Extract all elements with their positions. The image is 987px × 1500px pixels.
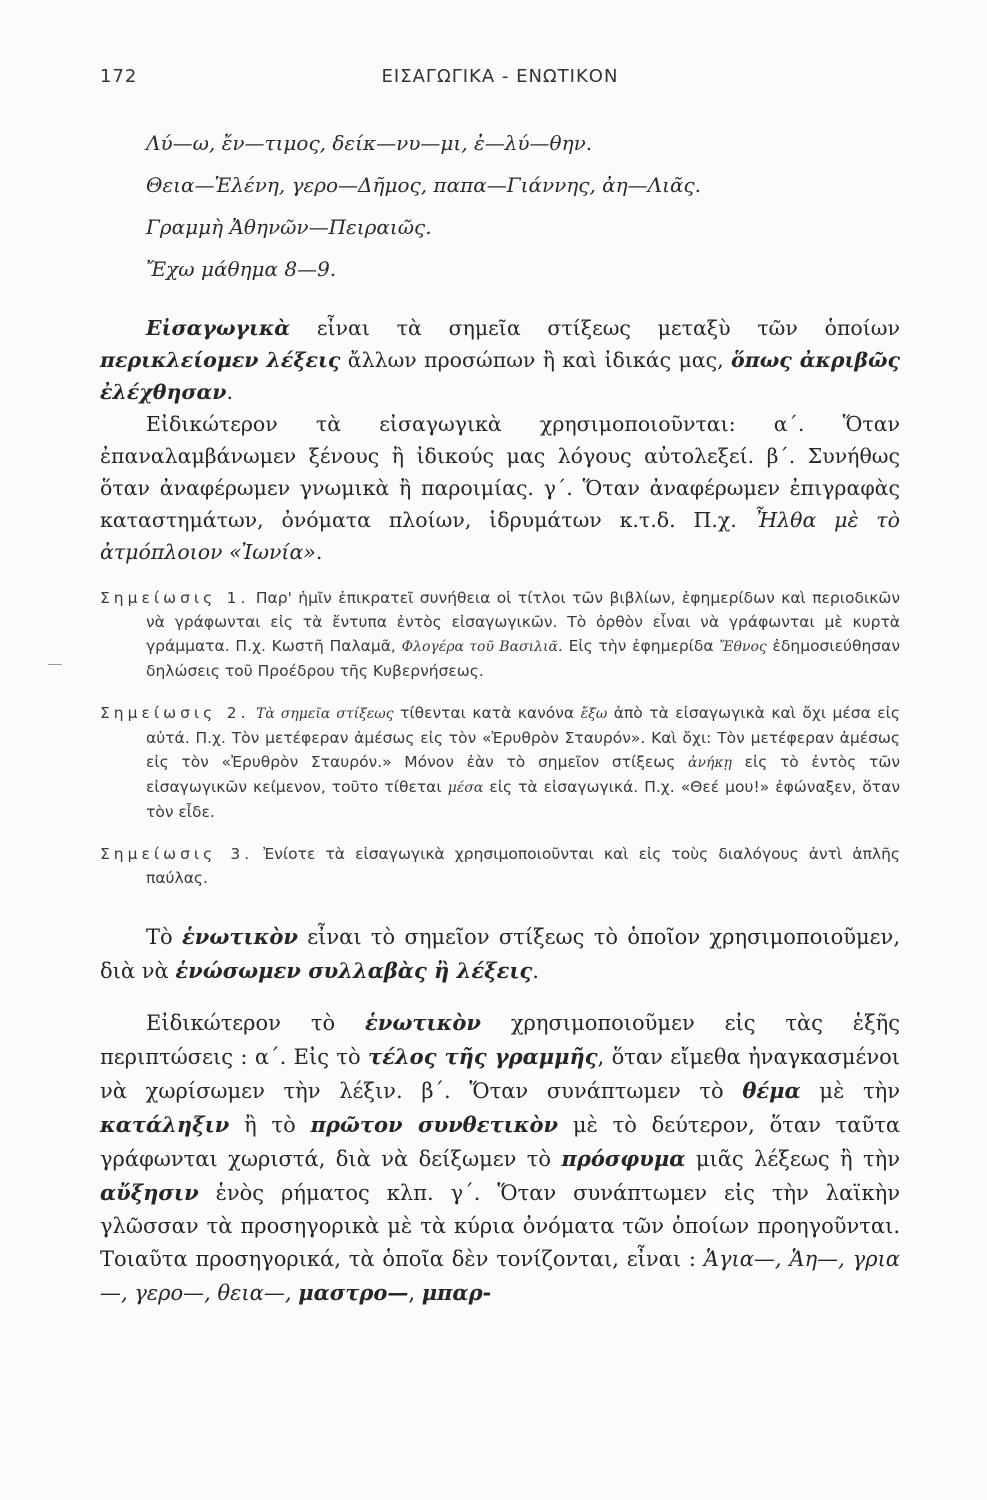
page-number: 172 bbox=[100, 66, 138, 87]
text-run: . bbox=[226, 380, 234, 404]
text-run: μιᾶς λέξεως ἢ τὴν bbox=[685, 1147, 900, 1171]
italic-run: μέσα bbox=[447, 780, 484, 796]
italic-run: Τὰ σημεῖα στίξεως bbox=[256, 706, 394, 722]
emphasis: μαστρο— bbox=[298, 1280, 409, 1305]
text-run: ἑνὸς ρήματος κλπ. γ΄. Ὅταν συνάπτωμεν εἰς τὴν λαϊκὴν γλῶσσαν τὰ προσηγορικὰ μὲ τὰ κύρια ὀνόματα τῶν ὁποίων προηγοῦνται. Τοιαῦτα προσηγορικά, τὰ ὁποῖα δὲν τονίζονται, εἶναι : bbox=[100, 1181, 900, 1271]
book-page bbox=[100, 60, 900, 1310]
text-run: εἶναι τὰ σημεῖα στίξεως μεταξὺ τῶν ὁποίων bbox=[290, 316, 900, 340]
text-run: εἰς τὸ ἐντὸς τῶν εἰσαγωγικῶν κείμενον, τοῦτο τίθεται bbox=[146, 753, 900, 796]
text-run: . bbox=[315, 540, 323, 564]
text-run: , ὅταν εἴμεθα ἠναγκασμένοι νὰ χωρίσωμεν τὴν λέξιν. β΄. Ὅταν συνάπτωμεν τὸ bbox=[100, 1045, 900, 1103]
quotes-usage-paragraph bbox=[100, 408, 900, 568]
example-italic: Ἦλθα μὲ τὸ ἀτμόπλοιον «Ἰωνία» bbox=[100, 508, 900, 564]
chapter-title: ΕΙΣΑΓΩΓΙΚΑ - ΕΝΩΤΙΚΟΝ bbox=[381, 66, 619, 87]
text-run: μὲ τὴν bbox=[800, 1079, 901, 1103]
emphasis: τέλος τῆς γραμμῆς bbox=[368, 1044, 598, 1069]
emphasis: πρόσφυμα bbox=[561, 1146, 686, 1171]
text-run: εἰς τὰ εἰσαγωγικά. Π.χ. «Θεέ μου!» ἐφώναξεν, ὅταν τὸν εἶδε. bbox=[146, 778, 900, 821]
text-run: εἶναι τὸ σημεῖον στίξεως τὸ ὁποῖον χρησιμοποιοῦμεν, διὰ νὰ bbox=[100, 925, 900, 983]
emphasis: μπαρ- bbox=[421, 1280, 492, 1305]
italic-run: ἀνήκῃ bbox=[688, 755, 732, 771]
emphasis: κατάληξιν bbox=[100, 1112, 230, 1137]
note-3 bbox=[100, 842, 900, 890]
emphasis: ἑνωτικὸν bbox=[364, 1010, 481, 1035]
text-run: Εἰδικώτερον τὰ εἰσαγωγικὰ χρησιμοποιοῦνται: α΄. Ὅταν ἐπαναλαμβάνωμεν ξένους ἢ ἰδικούς μας λόγους αὐτολεξεί. β΄. Συνήθως ὅταν ἀναφέρωμεν γνωμικὰ ἢ παροιμίας. γ΄. Ὅταν ἀναφέρωμεν ἐπιγραφὰς καταστημάτων, ὀνόματα πλοίων, ἱδρυμάτων κ.τ.δ. Π.χ. bbox=[100, 412, 900, 532]
text-run: Ἐνίοτε τὰ εἰσαγωγικὰ χρησιμοποιοῦνται καὶ εἰς τοὺς διαλόγους ἀντὶ ἁπλῆς παύλας. bbox=[146, 845, 900, 887]
text-run: χρησιμοποιοῦμεν εἰς τὰς ἑξῆς περιπτώσεις : α΄. Εἰς τὸ bbox=[100, 1011, 900, 1069]
italic-run: ἔξω bbox=[580, 706, 608, 722]
text-run: ἐδημοσιεύθησαν δηλώσεις τοῦ Προέδρου τῆς Κυβερνήσεως. bbox=[146, 637, 900, 680]
example-line: Ἔχω μάθημα 8—9. bbox=[146, 257, 337, 281]
text-run: μὲ τὸ δεύτερον, ὅταν ταῦτα γράφωνται χωριστά, διὰ νὰ δείξωμεν τὸ bbox=[100, 1113, 901, 1171]
newspaper-title-italic: Ἔθνος bbox=[719, 639, 767, 655]
running-header bbox=[100, 60, 900, 100]
emphasis: θέμα bbox=[742, 1078, 801, 1103]
example-line: Θεια—Ἑλένη, γερο—Δῆμος, παπα—Γιάννης, ἀη—Λιᾶς. bbox=[146, 173, 702, 197]
margin-dash-mark bbox=[48, 664, 62, 665]
example-italic: Ἁγια—, Ἁη—, γρια—, γερο—, θεια—, bbox=[100, 1247, 900, 1305]
emphasis: ἑνώσωμεν συλλαβὰς ἢ λέξεις bbox=[175, 958, 533, 983]
hyphen-usage-paragraph bbox=[100, 1006, 900, 1310]
text-run: τίθενται κατὰ κανόνα bbox=[393, 704, 581, 722]
note-2 bbox=[100, 701, 900, 824]
emphasis: ὅπως ἀκριβῶς ἐλέχθησαν bbox=[100, 348, 901, 404]
term-enotikon: ἑνωτικὸν bbox=[181, 924, 298, 949]
quotes-definition-paragraph bbox=[100, 312, 900, 408]
book-title-italic: Φλογέρα τοῦ Βασιλιᾶ bbox=[401, 639, 558, 655]
example-list bbox=[146, 122, 900, 290]
example-line: Λύ—ω, ἔν—τιμος, δείκ—νυ—μι, ἐ—λύ—θην. bbox=[146, 131, 593, 155]
note-label: Σημείωσις 1. bbox=[100, 589, 250, 607]
example-line: Γραμμὴ Ἀθηνῶν—Πειραιῶς. bbox=[146, 215, 432, 239]
text-run: . bbox=[532, 959, 539, 983]
text-run: Παρ' ἡμῖν ἐπικρατεῖ συνήθεια οἱ τίτλοι τῶν βιβλίων, ἐφημερίδων καὶ περιοδικῶν νὰ γράφωνται εἰς τὰ ἔντυπα ἐντὸς εἰσαγωγικῶν. Τὸ ὀρθὸν εἶναι νὰ γράφωνται μὲ κυρτὰ γράμματα. Π.χ. Κωστῆ Παλαμᾶ, bbox=[146, 589, 900, 655]
text-run: ἄλλων προσώπων ἢ καὶ ἰδικάς μας, bbox=[340, 348, 732, 372]
text-run: , bbox=[408, 1281, 422, 1305]
hyphen-definition-paragraph bbox=[100, 920, 900, 988]
note-label: Σημείωσις 3. bbox=[100, 845, 254, 863]
text-run: ἀπὸ τὰ εἰσαγωγικὰ καὶ ὄχι μέσα εἰς αὐτά. Π.χ. Τὸν μετέφεραν ἀμέσως εἰς τὸν «Ἐρυθρὸν Σταυρόν». Καὶ ὄχι: Τὸν μετέφεραν ἀμέσως εἰς τὸν «Ἐρυθρὸν Σταυρόν.» Μόνον ἐὰν τὸ σημεῖον στίξεως bbox=[146, 704, 901, 771]
emphasis: περικλείομεν λέξεις bbox=[100, 348, 341, 372]
text-run: Εἰδικώτερον τὸ bbox=[146, 1011, 365, 1035]
text-run: . Εἰς τὴν ἐφημερίδα bbox=[557, 637, 720, 655]
text-run: ἢ τὸ bbox=[229, 1113, 311, 1137]
note-label: Σημείωσις 2. bbox=[100, 704, 250, 722]
emphasis: αὔξησιν bbox=[100, 1180, 199, 1205]
text-run: Τὸ bbox=[146, 925, 182, 949]
emphasis: πρῶτον συνθετικὸν bbox=[310, 1112, 559, 1137]
note-1 bbox=[100, 586, 900, 683]
term-eisagogika: Εἰσαγωγικὰ bbox=[146, 316, 291, 340]
